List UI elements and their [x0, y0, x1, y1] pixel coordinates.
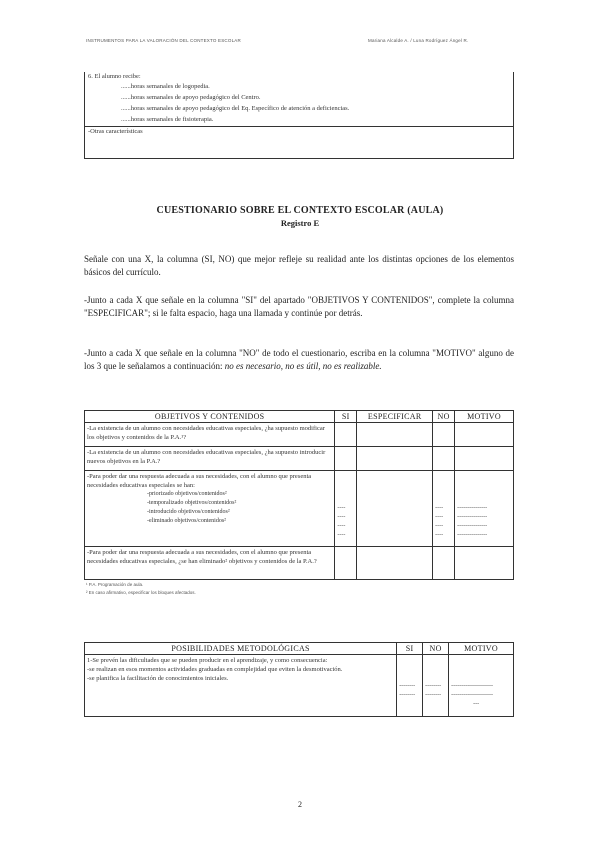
dash-line: ---- [435, 505, 444, 511]
dash-line: ---- [435, 532, 444, 538]
table-cell [85, 655, 397, 717]
question-text: -Para poder dar una respuesta adecuada a sus necesidades, con el alumno que presenta necesidades educativas especiales, ¿se han eliminado² objetivos y contenidos de la P.A.? [87, 549, 317, 565]
objectives-table [84, 410, 514, 580]
sub-option: -se planifica la facilitación de conocimientos iniciales. [87, 675, 229, 682]
footnote-2: ² En caso afirmativo, especificar los bloques afectados. [86, 590, 196, 595]
table-row [85, 655, 514, 717]
dash-line: --------------- [457, 532, 488, 538]
table-cell [85, 471, 335, 547]
section6-box [84, 72, 514, 159]
section6-item: ......horas semanales de apoyo pedagógico del Centro. [121, 94, 261, 101]
section6-other: -Otras características [88, 128, 143, 135]
table-cell [85, 547, 335, 580]
section6-item: ......horas semanales de fisioterapia. [121, 116, 214, 123]
dash-line: ---- [337, 505, 346, 511]
instruction-paragraph-2: -Junto a cada X que señale en la columna "SI" del apartado "OBJETIVOS Y CONTENIDOS", complete la columna "ESPECIFICAR"; si le falta espacio, haga una llamada y continúe por detrás. [84, 295, 514, 318]
especificar-cell[interactable] [357, 471, 433, 547]
si-cell[interactable] [335, 471, 357, 547]
si-cell[interactable] [335, 447, 357, 471]
page-title: CUESTIONARIO SOBRE EL CONTEXTO ESCOLAR (AULA) [156, 205, 444, 216]
sub-option: -temporalizado objetivos/contenidos² [147, 500, 237, 506]
motivo-cell[interactable] [455, 423, 514, 447]
question-text [85, 655, 396, 684]
dash-line: ---- [435, 523, 444, 529]
motivo-cell[interactable] [455, 547, 514, 580]
dash-line: ---- [337, 514, 346, 520]
instruction-paragraph-1: Señale con una X, la columna (SI, NO) que mejor refleje su realidad ante los distintas opciones de los elementos básicos del currículo. [84, 254, 514, 277]
no-cell[interactable] [433, 471, 455, 547]
column-header: MOTIVO [449, 643, 514, 655]
question-intro: 1-Se prevén las dificultades que se pueden producir en el aprendizaje, y como consecuencia: [87, 657, 328, 664]
motivo-cell[interactable] [455, 471, 514, 547]
dash-line: --- [473, 701, 480, 707]
table-header-row [85, 643, 514, 655]
no-cell[interactable] [433, 423, 455, 447]
column-header: SI [335, 411, 357, 423]
sub-option: -introducido objetivos/contenidos² [147, 509, 230, 515]
no-cell[interactable] [433, 547, 455, 580]
column-header: MOTIVO [455, 411, 514, 423]
table-header-row [85, 411, 514, 423]
column-header: ESPECIFICAR [357, 411, 433, 423]
column-header: POSIBILIDADES METODOLÓGICAS [85, 643, 397, 655]
motivo-cell[interactable] [449, 655, 514, 717]
running-header-right: Mariana Alcalde A. / Luna Rodríguez Ángel R. [368, 38, 469, 43]
table-cell [85, 447, 335, 471]
column-header: SI [397, 643, 423, 655]
especificar-cell[interactable] [357, 547, 433, 580]
no-cell[interactable] [423, 655, 449, 717]
especificar-cell[interactable] [357, 447, 433, 471]
section6-item: ......horas semanales de logopedia. [121, 83, 210, 90]
instruction-paragraph-3-italic: no es necesario, no es útil, no es realizable. [224, 361, 382, 371]
table-row [85, 447, 514, 471]
section6-item: ......horas semanales de apoyo pedagógico del Eq. Específico de atención a deficiencias. [121, 105, 350, 112]
table-row [85, 471, 514, 547]
dash-line: --------------- [457, 514, 488, 520]
sub-option: -se realizan en esos momentos actividades graduadas en complejidad que eviten la desmotivación. [87, 666, 343, 673]
dash-line: -------- [399, 692, 416, 698]
page-number: 2 [298, 800, 302, 809]
column-header: NO [423, 643, 449, 655]
dash-line: -------- [425, 692, 442, 698]
sub-option: -priorizado objetivos/contenidos² [147, 491, 227, 497]
dash-line: -------- [425, 683, 442, 689]
question-intro: -Para poder dar una respuesta adecuada a sus necesidades, con el alumno que presenta necesidades educativas especiales se han: [87, 473, 312, 489]
question-text [85, 471, 334, 527]
motivo-cell[interactable] [455, 447, 514, 471]
dash-line: ---- [337, 523, 346, 529]
question-text: -La existencia de un alumno con necesidades educativas especiales, ¿ha supuesto modificar los objetivos y contenidos de la P.A.¹? [87, 425, 325, 441]
dash-line: --------------------- [451, 692, 494, 698]
no-cell[interactable] [433, 447, 455, 471]
table-cell [85, 423, 335, 447]
dash-line: --------------- [457, 505, 488, 511]
si-cell[interactable] [335, 547, 357, 580]
table-row [85, 547, 514, 580]
dash-line: --------------------- [451, 683, 494, 689]
table-row [85, 423, 514, 447]
methodology-table [84, 642, 514, 717]
si-cell[interactable] [397, 655, 423, 717]
especificar-cell[interactable] [357, 423, 433, 447]
dash-line: --------------- [457, 523, 488, 529]
footnote-1: ¹ P.A. Programación de aula. [86, 582, 144, 587]
dash-line: ---- [337, 532, 346, 538]
si-cell[interactable] [335, 423, 357, 447]
instruction-paragraph-3-text: -Junto a cada X que señale en la columna "NO" de todo el cuestionario, escriba en la columna "MOTIVO" alguno de los 3 que le señalamos a continuación: [84, 348, 514, 371]
running-header-left: INSTRUMENTOS PARA LA VALORACIÓN DEL CONTEXTO ESCOLAR [86, 38, 241, 43]
dash-line: ---- [435, 514, 444, 520]
column-header: OBJETIVOS Y CONTENIDOS [85, 411, 335, 423]
section6-heading: 6. El alumno recibe: [88, 73, 141, 80]
page-subtitle: Registro E [280, 218, 320, 228]
instruction-paragraph-3 [84, 347, 514, 373]
question-text: -La existencia de un alumno con necesidades educativas especiales, ¿ha supuesto introducir nuevos objetivos en la P.A.? [87, 449, 326, 465]
sub-option: -eliminado objetivos/contenidos² [147, 518, 226, 524]
dash-line: -------- [399, 683, 416, 689]
column-header: NO [433, 411, 455, 423]
